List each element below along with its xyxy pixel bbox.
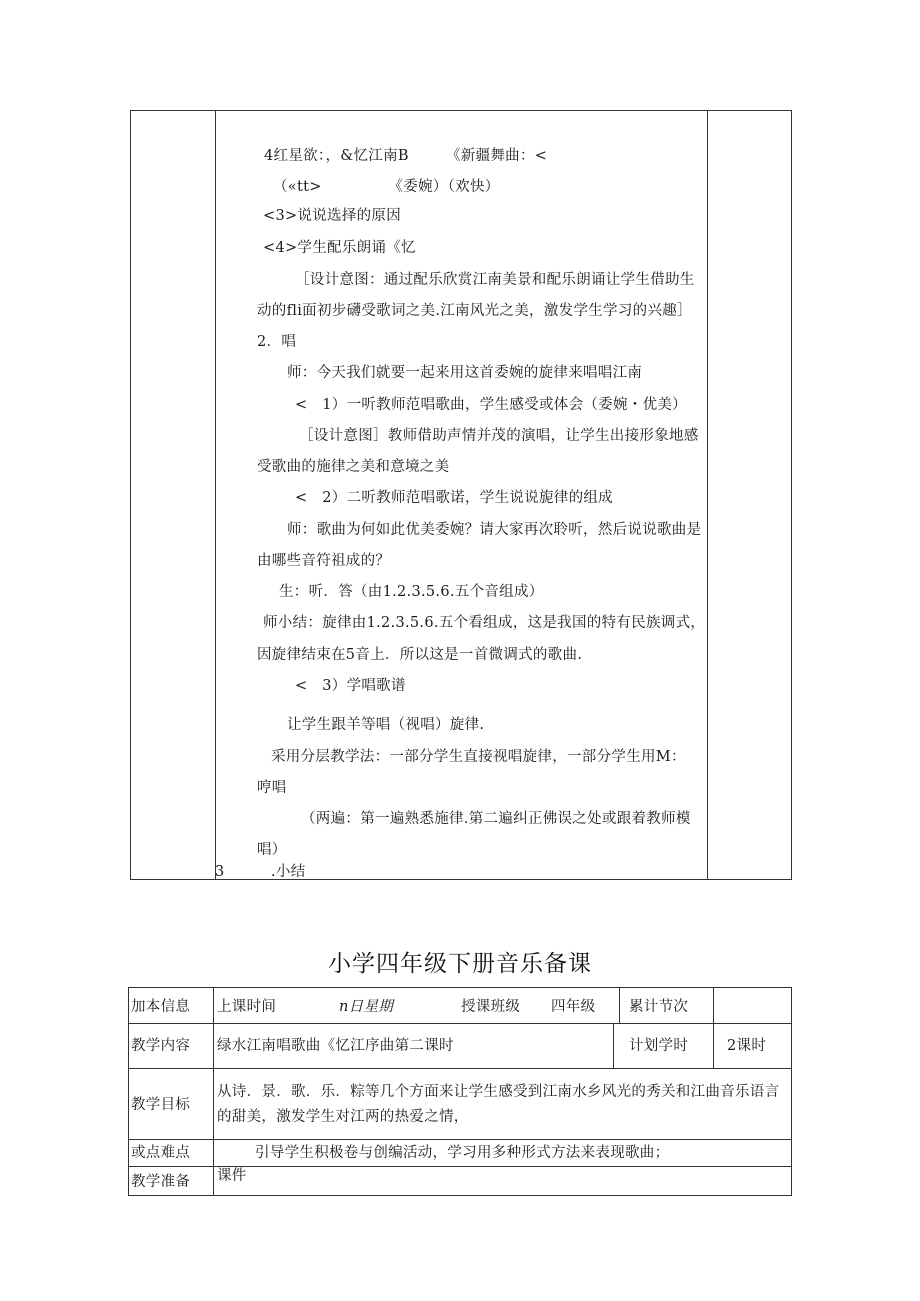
key-difficulties-value: 引导学生积极卷与创编活动，学习用多种形式方法来表现歌曲； [255, 1145, 670, 1161]
teaching-content-value: 绿水江南唱歌曲《忆江序曲第二课时 [217, 1038, 454, 1054]
planned-hours-value: 2课时 [727, 1038, 767, 1054]
two-passes: （两遍：第一遍熟悉施律.第二遍纠正佛误之处或跟着教师模 [301, 811, 691, 827]
class-time-label: 上课时间 [217, 999, 277, 1015]
step-listen-2: < 2）二听教师范唱歌诺，学生说说旎律的组成 [295, 490, 613, 506]
key-difficulties-label: 或点难点 [131, 1145, 191, 1161]
teaching-goals-value: 从诗．景．歌．乐．粽等几个方面来让学生感受到江南水乡风光的秀关和江曲音乐语言的甜美，激发学生对江两的热爱之情， [217, 1084, 780, 1125]
planned-hours-label: 计划学时 [629, 1038, 689, 1054]
column-divider [213, 988, 214, 1195]
row-divider [129, 1023, 791, 1024]
teacher-question-cont: 由哪些音符祖成的？ [257, 553, 391, 569]
design-intent-2: ［设计意图］教师借助声情并茂的演唱，让学生出接形象地感 [299, 428, 699, 444]
cumulative-label: 累计节次 [629, 999, 689, 1015]
column-divider [707, 111, 708, 879]
class-label: 授课班级 [461, 999, 521, 1015]
teaching-prep-value: 课件 [217, 1168, 247, 1184]
design-intent-1: ［设计意图：通过配乐欣赏江南美景和配乐朗诵让学生借助生 [295, 272, 695, 288]
teaching-goals-label: 教学目标 [131, 1097, 191, 1113]
teacher-summary: 师小结：旋律由1.2.3.5.6.五个看组成，这是我国的特有民族调式， [263, 615, 706, 631]
lesson-plan-continuation-table [130, 110, 792, 880]
teacher-summary-cont: 因旋律结束在5音上．所以这是一首微调式的歌曲. [257, 647, 583, 663]
design-intent-1-cont: 动的fli面初步礴受歌词之美.江南风光之美，激发学生学习的兴趣］ [257, 303, 692, 319]
column-divider [619, 988, 620, 1023]
song-choice-line: 4红星欲：，&忆江南B 《新疆舞曲：< [264, 148, 548, 164]
step-reason: <3>说说选择的原因 [263, 208, 402, 224]
section-sing-heading: 2．唱 [257, 334, 297, 350]
basic-info-label: 加本信息 [131, 999, 191, 1015]
layered-teaching: 采用分层教学法：一部分学生直接视唱旋律，一部分学生用M： [271, 749, 686, 765]
lesson-info-table [128, 987, 792, 1196]
teaching-content-label: 教学内容 [131, 1038, 191, 1054]
teacher-intro: 师：今天我们就要一起来用这首委婉的旋律来唱唱江南 [287, 365, 643, 381]
layered-teaching-cont: 哼唱 [257, 780, 287, 796]
song-mood-line: （«tt> 《委婉）（欢快） [273, 179, 500, 195]
student-answer: 生：听．答（由1.2.3.5.6.五个音组成） [279, 584, 544, 600]
column-divider [215, 111, 216, 879]
teacher-question: 师：歌曲为何如此优美委婉？请大家再次聆听，然后说说歌曲是 [287, 522, 702, 538]
step-recite: <4>学生配乐朗诵《忆 [263, 240, 416, 256]
step-listen-1: < 1）一听教师范唱歌曲，学生感受或体会（委婉・优美） [295, 397, 687, 413]
two-passes-cont: 唱） [257, 842, 287, 858]
column-divider [613, 1023, 614, 1068]
page-title: 小学四年级下册音乐备课 [328, 951, 592, 977]
column-divider [713, 988, 714, 1068]
design-intent-2-cont: 受歌曲的施律之美和意境之美 [257, 459, 450, 475]
weekday-value: n日星期 [339, 999, 394, 1015]
row-divider [129, 1139, 791, 1140]
sight-sing-line: 让学生跟羊等唱（视唱）旋律. [287, 717, 485, 733]
section-summary-heading: .小结 [271, 864, 306, 880]
step-learn-score: < 3）学唱歌谱 [295, 678, 406, 694]
teaching-prep-label: 教学准备 [131, 1174, 191, 1190]
grade-value: 四年级 [551, 999, 596, 1015]
section-number-3: 3 [215, 864, 225, 880]
row-divider [129, 1068, 791, 1069]
